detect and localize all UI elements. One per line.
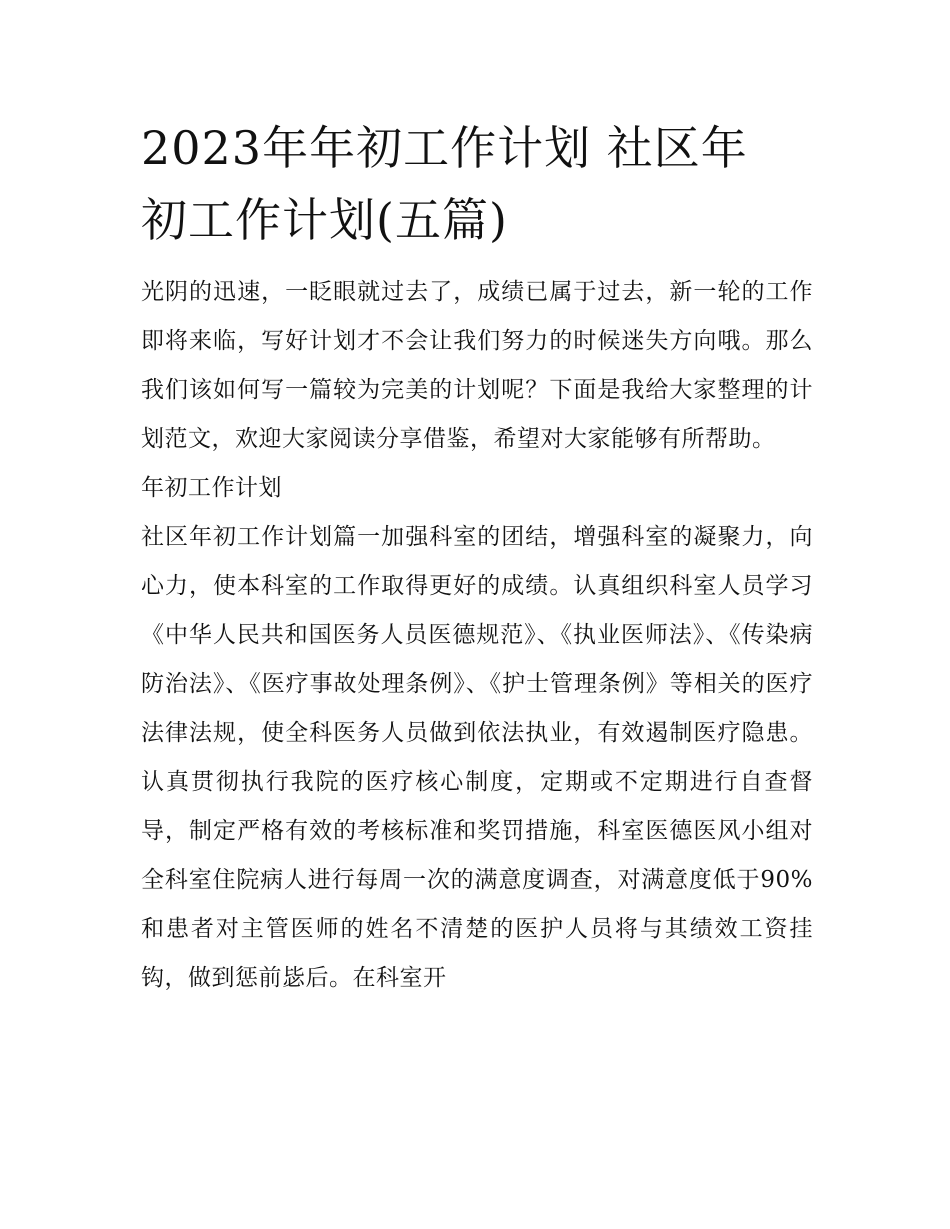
body-paragraph: 社区年初工作计划篇一加强科室的团结，增强科室的凝聚力，向心力，使本科室的工作取得更好的成绩。认真组织科室人员学习《中华人民共和国医务人员医德规范》、《执业医师法》、《传染病防治法》、《医疗事故处理条例》、《护士管理条例》等相关的医疗法律法规，使全科医务人员做到依法执业，有效遏制医疗隐患。认真贯彻执行我院的医疗核心制度，定期或不定期进行自查督导，制定严格有效的考核标准和奖罚措施，科室医德医风小组对全科室住院病人进行每周一次的满意度调查，对满意度低于90%和患者对主管医师的姓名不清楚的医护人员将与其绩效工资挂钩，做到惩前毖后。在科室开 (141, 524, 813, 991)
document-body (141, 268, 813, 1003)
section-heading: 年初工作计划 (141, 475, 282, 501)
document-page (141, 112, 813, 1003)
intro-paragraph: 光阴的迅速，一眨眼就过去了，成绩已属于过去，新一轮的工作即将来临，写好计划才不会让我们努力的时候迷失方向哦。那么我们该如何写一篇较为完美的计划呢？下面是我给大家整理的计划范文，欢迎大家阅读分享借鉴，希望对大家能够有所帮助。 (141, 279, 813, 452)
title-line-2: 初工作计划(五篇) (141, 193, 508, 247)
document-title (141, 112, 813, 256)
title-line-1: 2023年年初工作计划 社区年 (141, 121, 748, 175)
